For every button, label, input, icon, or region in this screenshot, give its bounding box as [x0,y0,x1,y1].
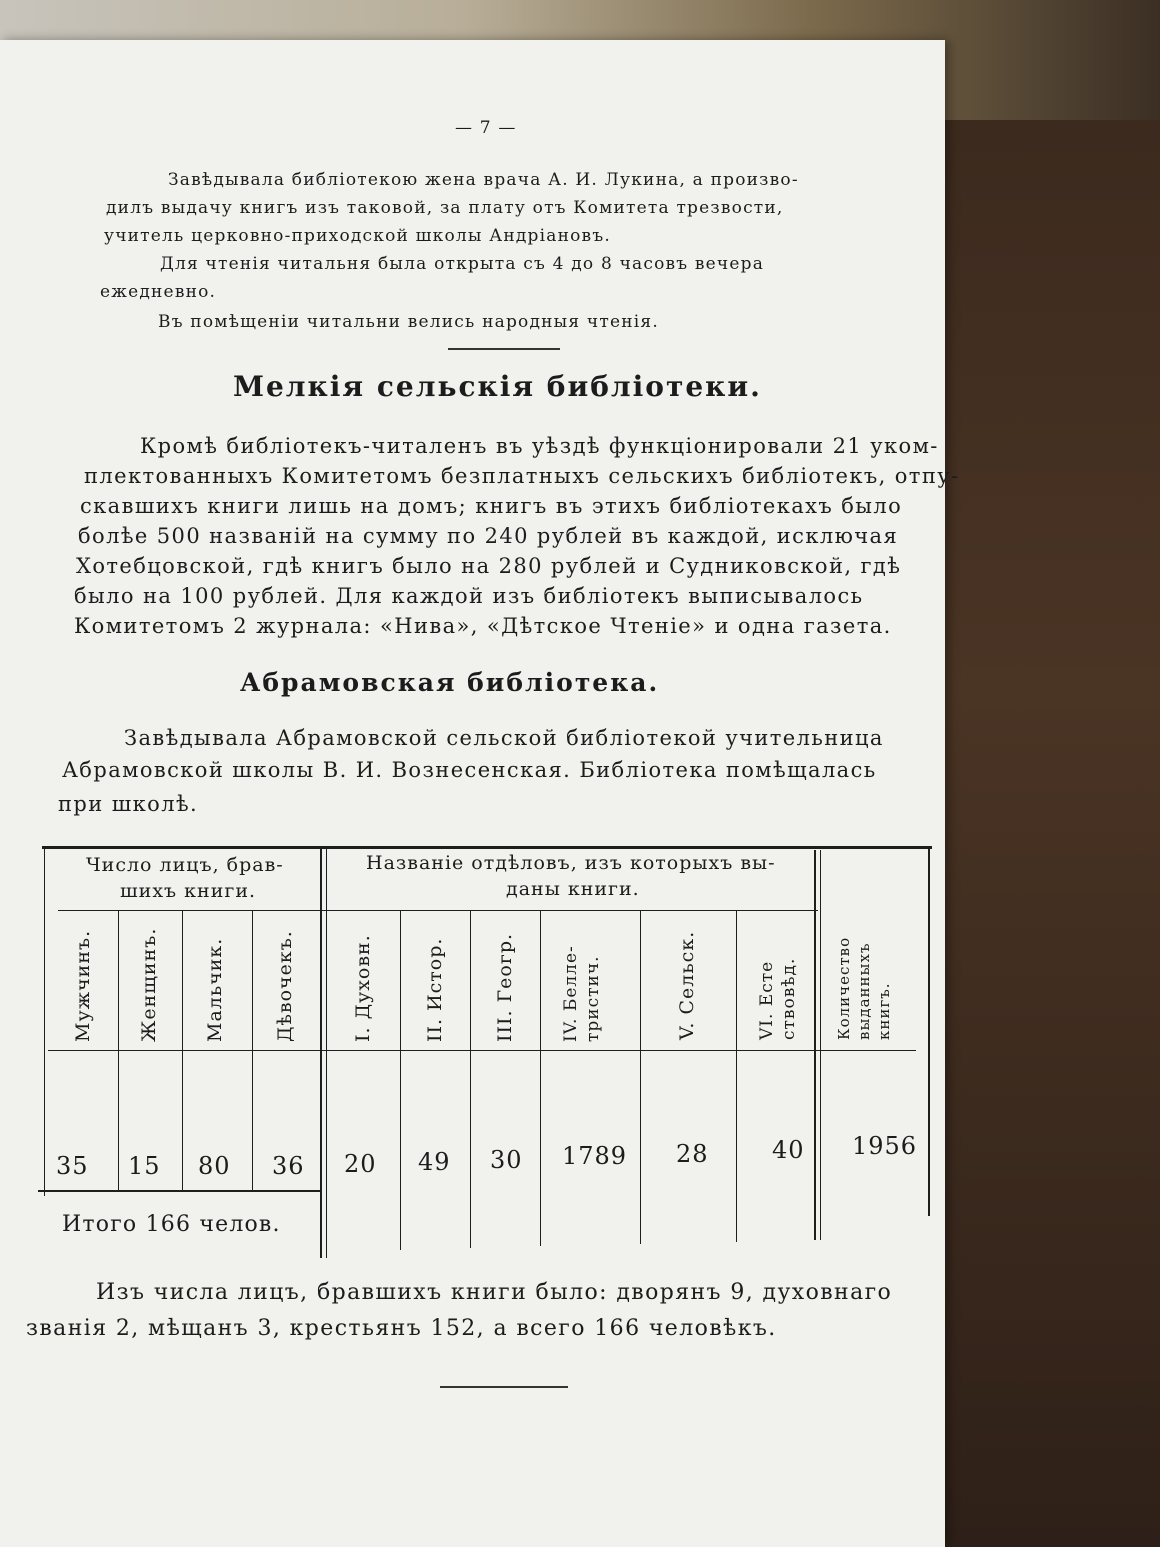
intro-line: дилъ выдачу книгъ изъ таковой, за плату отъ Комитета трезвости, [106,198,784,218]
library-line: при школѣ. [58,792,199,816]
section-line: было на 100 рублей. Для каждой изъ библіотекъ выписывалось [74,584,864,608]
value-history: 49 [418,1148,451,1176]
library-title: Абрамовская библіотека. [240,668,660,697]
col-divider [182,910,183,1190]
col-label-total-books: Количество выданныхъ книгъ. [835,936,893,1040]
col-label-geography: III. Геогр. [494,932,516,1042]
section-line: Кромѣ библіотекъ-читаленъ въ уѣздѣ функціонировали 21 уком- [140,434,939,458]
value-agriculture: 28 [676,1140,709,1168]
divider [440,1386,568,1388]
section-line: болѣе 500 названій на сумму по 240 рублей въ каждой, исключая [78,524,899,548]
table-top-rule [42,846,932,849]
value-fiction: 1789 [562,1142,628,1170]
intro-line: Въ помѣщеніи читальни велись народныя чтенія. [158,312,659,332]
group-divider [326,846,327,1258]
book-page [0,40,960,1547]
closing-line: званія 2, мѣщанъ 3, крестьянъ 152, а всего 166 человѣкъ. [26,1316,777,1341]
col-divider [400,910,401,1250]
value-total-books: 1956 [852,1132,918,1160]
divider [448,348,560,350]
col-label-fiction: IV. Белле- тристич. [561,945,603,1042]
col-divider [736,910,737,1242]
col-label-agriculture: V. Сельск. [676,930,698,1040]
intro-line: Завѣдывала библіотекою жена врача А. И. Лукина, а произво- [168,170,799,190]
value-natural-science: 40 [772,1136,805,1164]
table-header-rule [58,910,818,911]
library-line: Абрамовской школы В. И. Вознесенская. Библіотека помѣщалась [62,758,877,782]
section-line: Хотебцовской, гдѣ книгъ было на 280 рублей и Судниковской, гдѣ [76,554,902,578]
group-divider [820,850,821,1240]
value-religious: 20 [344,1150,377,1178]
group-divider [814,850,816,1240]
col-divider [470,910,471,1248]
value-women: 15 [128,1152,161,1180]
group-divider [320,846,322,1258]
col-label-history: II. Истор. [424,937,446,1042]
col-divider [640,910,641,1244]
col-divider [252,910,253,1190]
section-line: скавшихъ книги лишь на домъ; книгъ въ этихъ библіотекахъ было [80,494,903,518]
col-label-girls: Дѣвочекъ. [274,930,296,1042]
closing-line: Изъ числа лицъ, бравшихъ книги было: дворянъ 9, духовнаго [96,1280,893,1305]
value-boys: 80 [198,1152,231,1180]
table-left-edge [44,846,45,1196]
col-label-men: Мужчинъ. [72,929,94,1042]
readers-header: шихъ книги. [120,880,257,902]
col-divider [540,910,541,1246]
col-label-boys: Мальчик. [204,937,226,1042]
sections-header: даны книги. [506,878,640,900]
value-men: 35 [56,1152,89,1180]
readers-header: Число лицъ, брав- [86,854,284,876]
table-label-rule [48,1050,916,1051]
col-label-natural-science: VI. Есте ствовѣд. [757,957,799,1040]
col-label-religious: I. Духовн. [352,934,374,1042]
sections-header: Названіе отдѣловъ, изъ которыхъ вы- [366,852,776,874]
intro-line: Для чтенія читальня была открыта съ 4 до 8 часовъ вечера [160,254,765,274]
intro-line: учитель церковно-приходской школы Андріановъ. [104,226,611,246]
table-right-edge [928,848,930,1216]
section-title: Мелкія сельскія библіотеки. [233,370,762,403]
intro-line: ежедневно. [100,282,217,302]
table-readers-rule [38,1190,320,1192]
value-geography: 30 [490,1146,523,1174]
col-label-women: Женщинъ. [138,927,160,1042]
readers-total: Итого 166 челов. [62,1212,281,1237]
library-line: Завѣдывала Абрамовской сельской библіотекой учительница [124,726,884,750]
section-line: Комитетомъ 2 журнала: «Нива», «Дѣтское Чтеніе» и одна газета. [74,614,892,638]
page-number: — 7 — [455,118,517,138]
section-line: плектованныхъ Комитетомъ безплатныхъ сельскихъ библіотекъ, отпу- [84,464,960,488]
value-girls: 36 [272,1152,305,1180]
background-furniture [920,120,1160,1547]
col-divider [118,910,119,1190]
